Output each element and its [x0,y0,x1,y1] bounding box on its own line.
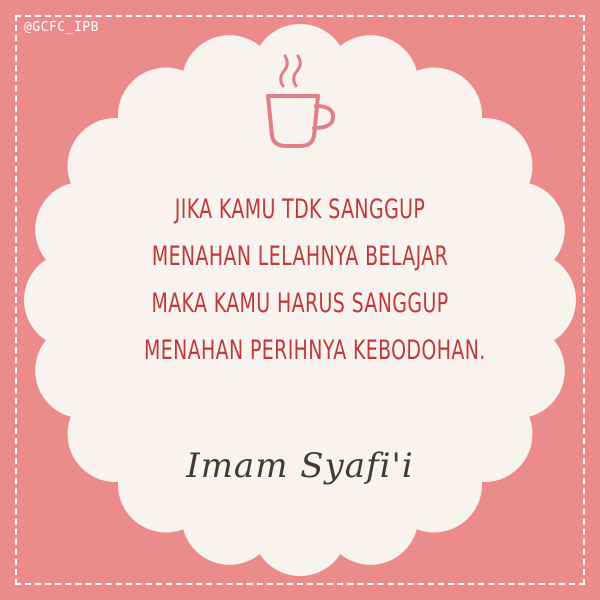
quote-text [100,186,500,374]
watermark: @GCFC_IPB [24,20,99,35]
author-signature: Imam Syafi'i [186,446,414,486]
quote-line: MAKA KAMU HARUS SANGGUP [151,288,449,319]
quote-line: MENAHAN LELAHNYA BELAJAR [151,241,449,272]
quote-line: MENAHAN PERIHNYA KEBODOHAN. [144,335,486,366]
quote-line: JIKA KAMU TDK SANGGUP [174,194,426,225]
